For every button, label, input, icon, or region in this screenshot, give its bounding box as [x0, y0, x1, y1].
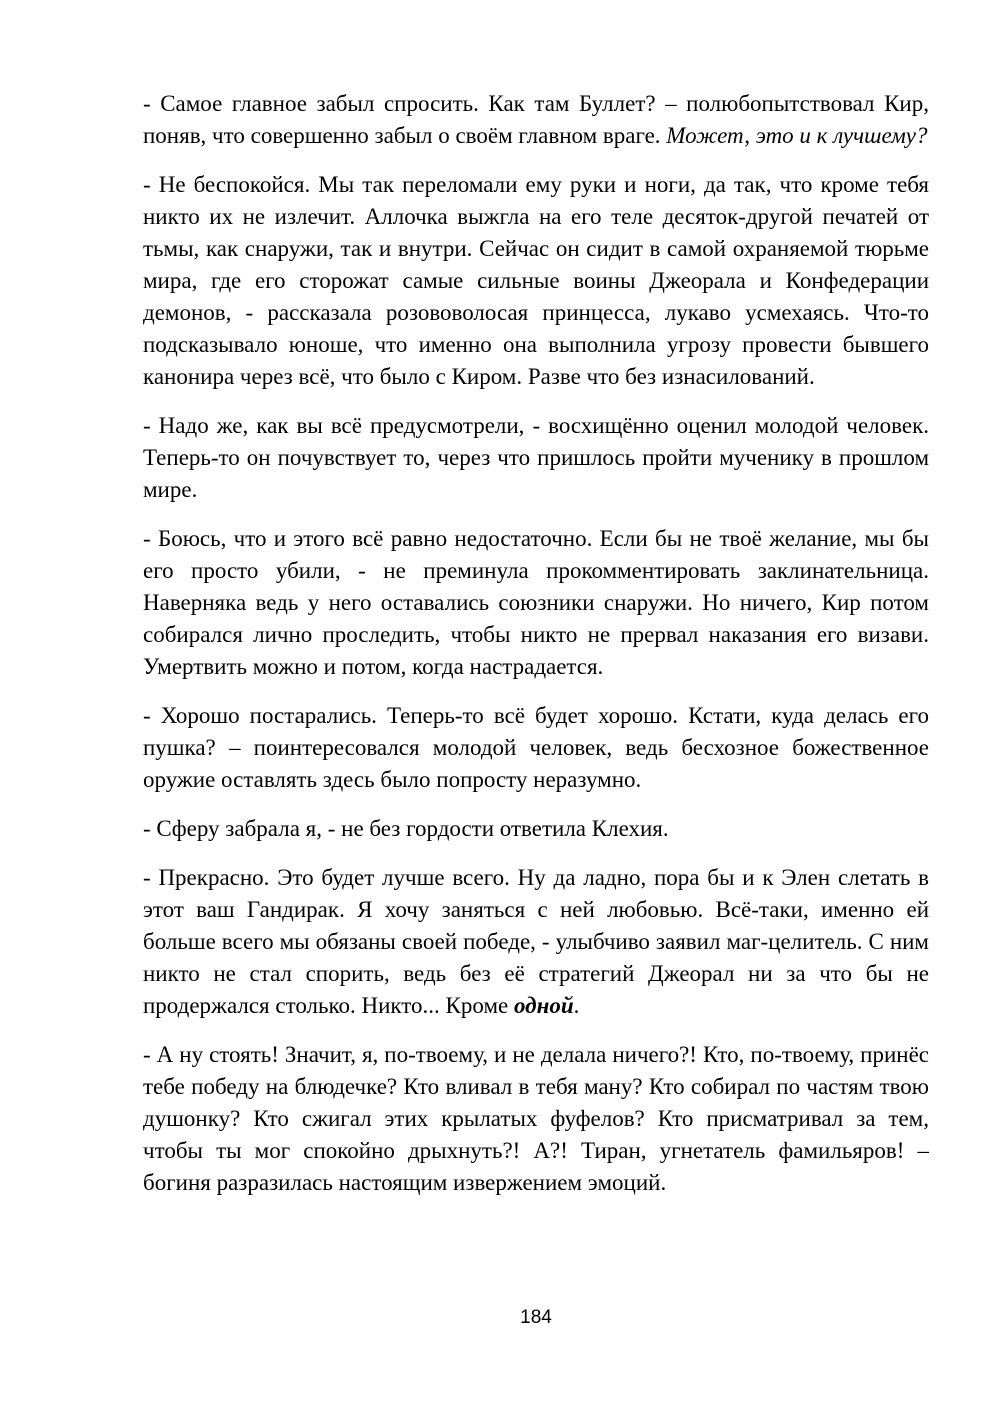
text-run: - Надо же, как вы всё предусмотрели, - восхищённо оценил молодой человек. Теперь-то он почувствует то, через что пришлось пройти мученику в прошлом мире.	[143, 413, 929, 502]
text-block	[143, 88, 929, 1216]
paragraph	[143, 169, 929, 393]
page-number: 184	[520, 1307, 552, 1328]
text-run: - Самое главное забыл спросить. Как там Буллет? – полюбопытствовал Кир, поняв, что совершенно забыл о своём главном враге.	[143, 91, 929, 148]
paragraph	[143, 862, 929, 1022]
paragraph	[143, 523, 929, 683]
paragraph	[143, 1039, 929, 1199]
paragraph	[143, 813, 929, 845]
text-run: - Хорошо постарались. Теперь-то всё будет хорошо. Кстати, куда делась его пушка? – поинтересовался молодой человек, ведь бесхозное божественное оружие оставлять здесь было попросту неразумно.	[143, 703, 929, 792]
bold-italic-text-run: одной	[513, 993, 574, 1018]
paragraph	[143, 88, 929, 152]
text-run: - Сферу забрала я, - не без гордости ответила Клехия.	[143, 816, 669, 841]
italic-text-run: Может, это и к лучшему?	[666, 123, 928, 148]
text-run: .	[573, 993, 580, 1018]
text-run: - Не беспокойся. Мы так переломали ему руки и ноги, да так, что кроме тебя никто их не излечит. Аллочка выжгла на его теле десяток-другой печатей от тьмы, как снаружи, так и внутри. Сейчас он сидит в самой охраняемой тюрьме мира, где его сторожат самые сильные воины Джеорала и Конфедерации демонов, - рассказала розововолосая принцесса, лукаво усмехаясь. Что-то подсказывало юноше, что именно она выполнила угрозу провести бывшего канонира через всё, что было с Киром. Разве что без изнасилований.	[143, 172, 929, 389]
paragraph	[143, 410, 929, 506]
text-run: - Прекрасно. Это будет лучше всего. Ну да ладно, пора бы и к Элен слетать в этот ваш Гандирак. Я хочу заняться с ней любовью. Всё-таки, именно ей больше всего мы обязаны своей победе, - улыбчиво заявил маг-целитель. С ним никто не стал спорить, ведь без её стратегий Джеорал ни за что бы не продержался столько. Никто... Кроме	[143, 865, 929, 1018]
text-run: - Боюсь, что и этого всё равно недостаточно. Если бы не твоё желание, мы бы его просто убили, - не преминула прокомментировать заклинательница. Наверняка ведь у него оставались союзники снаружи. Но ничего, Кир потом собирался лично проследить, чтобы никто не прервал наказания его визави. Умертвить можно и потом, когда настрадается.	[143, 526, 929, 679]
paragraph	[143, 700, 929, 796]
text-run: - А ну стоять! Значит, я, по-твоему, и не делала ничего?! Кто, по-твоему, принёс тебе победу на блюдечке? Кто вливал в тебя ману? Кто собирал по частям твою душонку? Кто сжигал этих крылатых фуфелов? Кто присматривал за тем, чтобы ты мог спокойно дрыхнуть?! А?! Тиран, угнетатель фамильяров! – богиня разразилась настоящим извержением эмоций.	[143, 1042, 929, 1195]
